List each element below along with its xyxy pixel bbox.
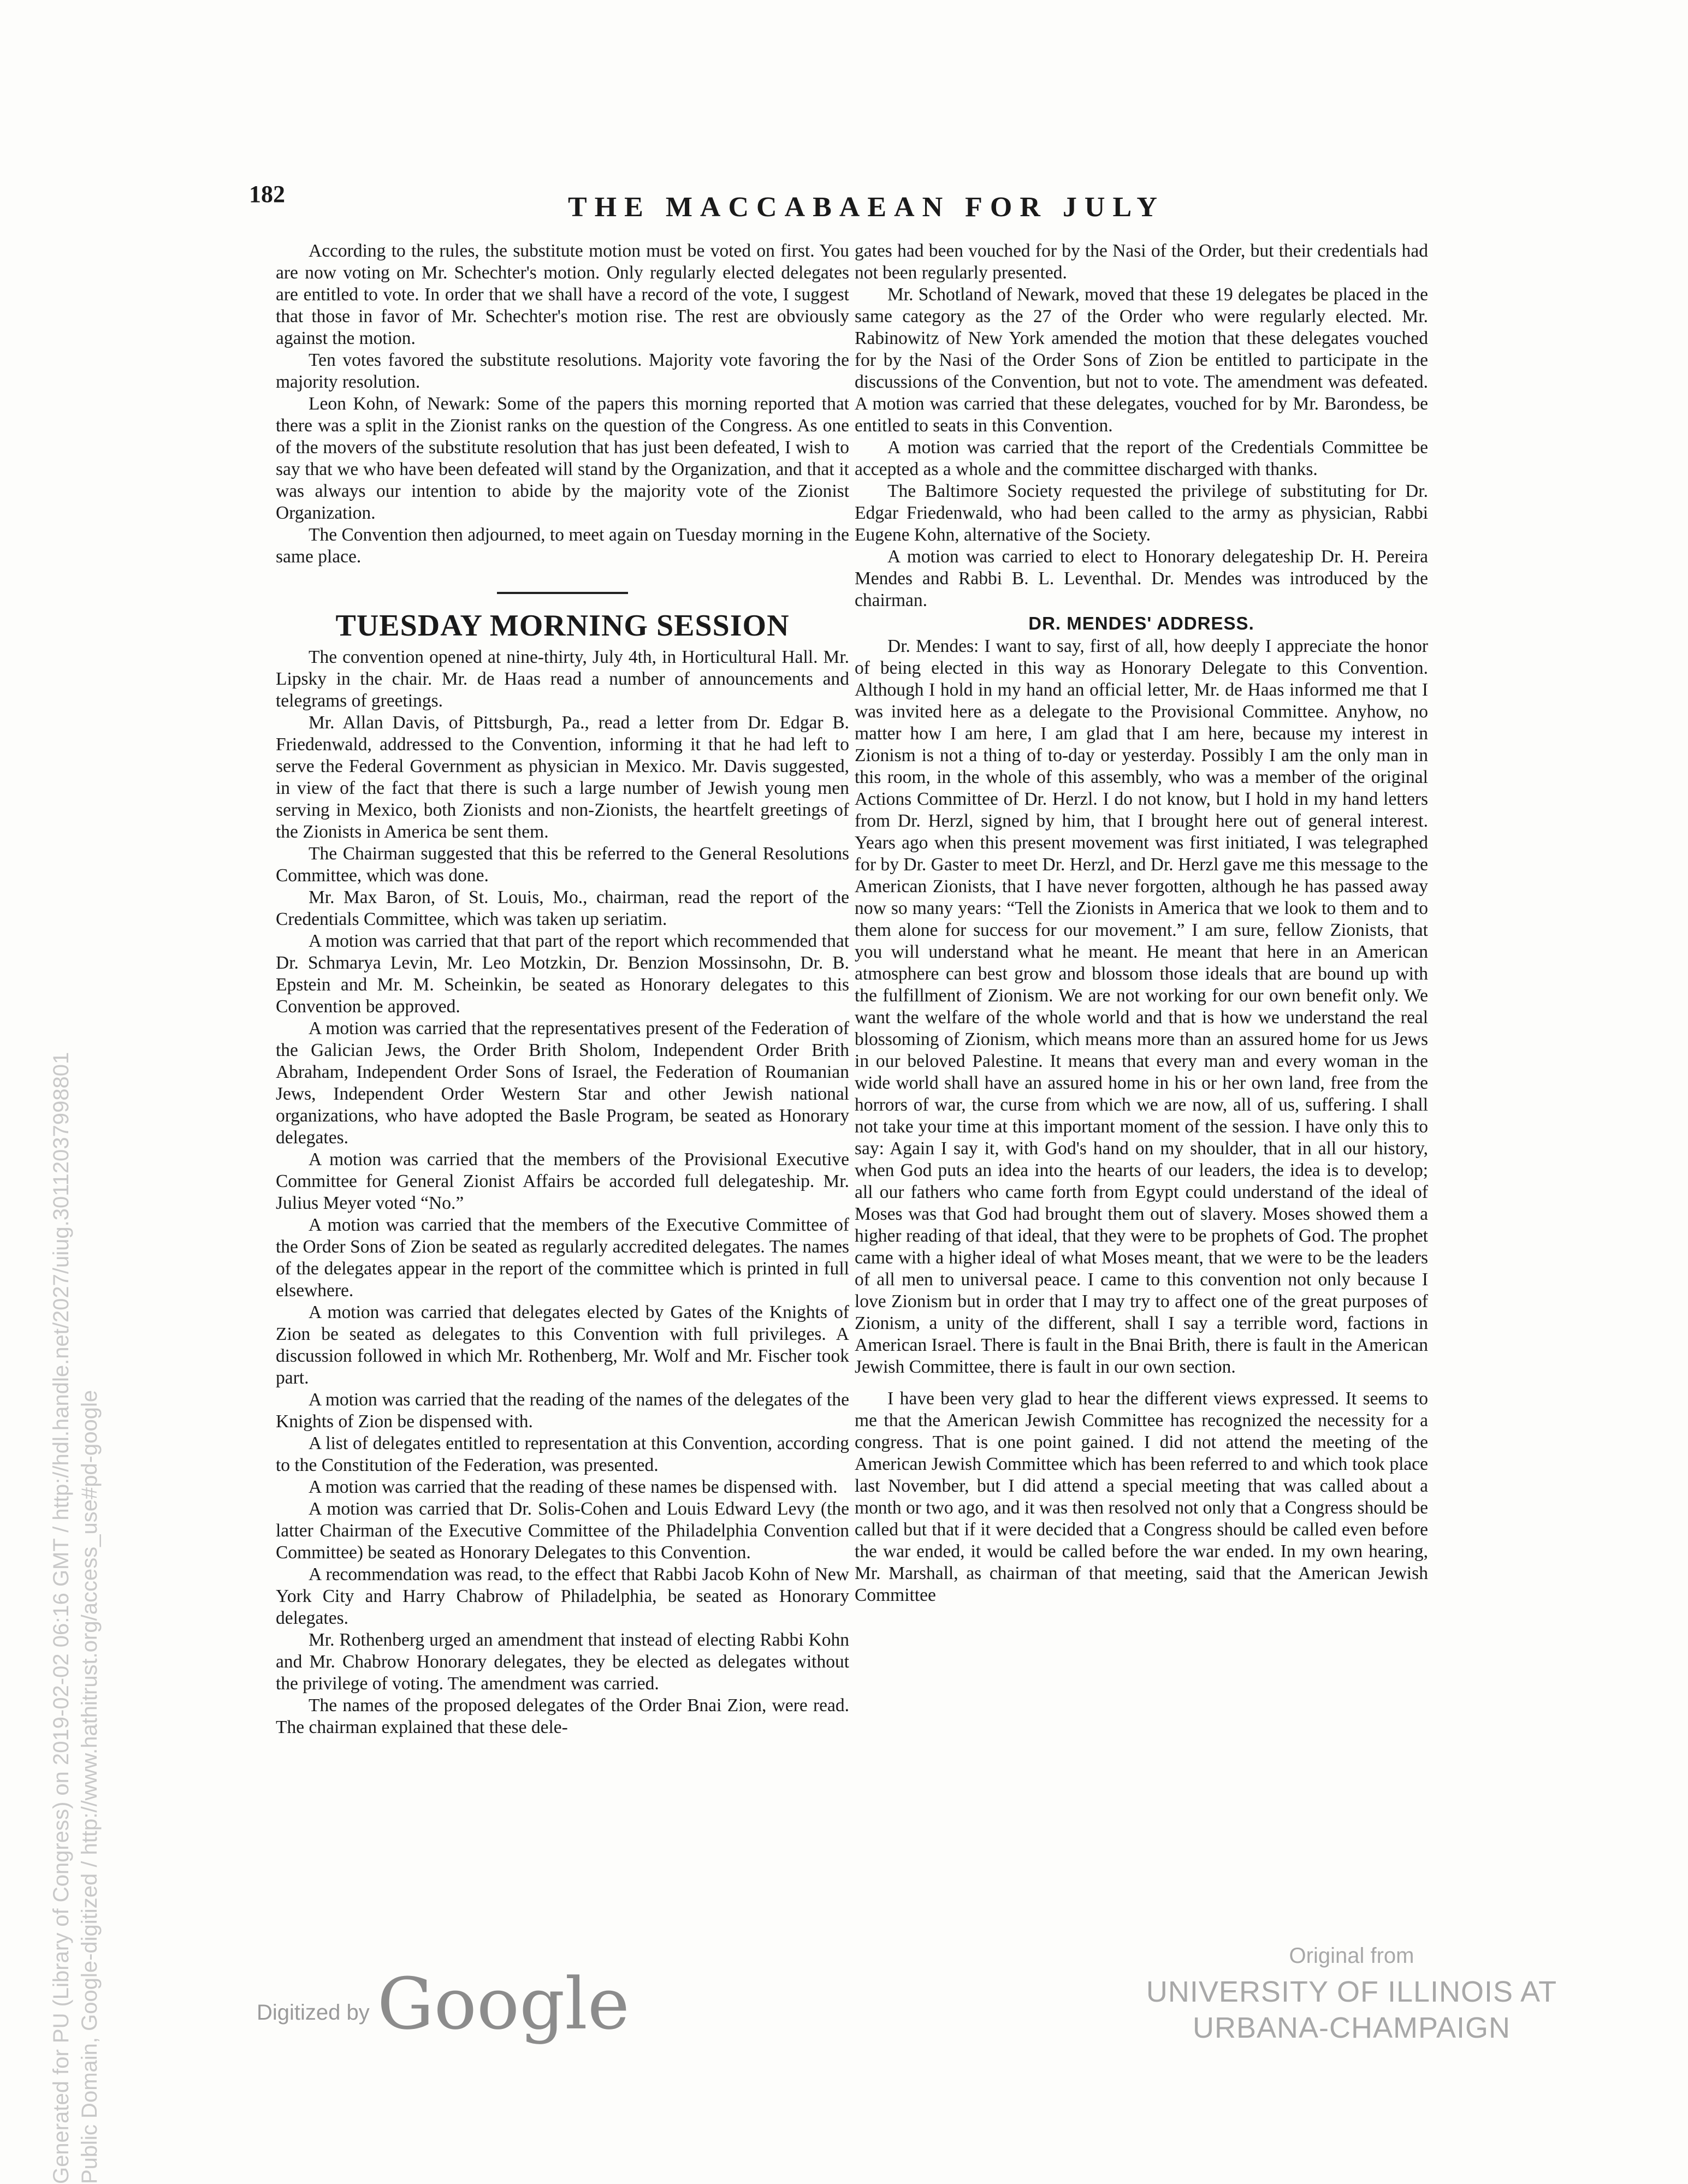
paragraph: A motion was carried that the report of the Credentials Committee be accepted as a whole and the committee discharged with thanks.	[855, 437, 1428, 479]
paragraph: gates had been vouched for by the Nasi of the Order, but their credentials had not been regularly presented.	[855, 241, 1428, 283]
paragraph: A motion was carried to elect to Honorary delegateship Dr. H. Pereira Mendes and Rabbi B. L. Leventhal. Dr. Mendes was introduced by the chairman.	[855, 547, 1428, 610]
original-from	[1065, 1944, 1638, 2046]
paragraph: A motion was carried that the reading of these names be dispensed with.	[309, 1477, 838, 1497]
google-logo: Google	[377, 1962, 630, 2045]
paragraph: A list of delegates entitled to representation at this Convention, according to the Constitution of the Federation, was presented.	[276, 1433, 849, 1475]
paragraph: The Chairman suggested that this be referred to the General Resolutions Committee, which was done.	[276, 844, 849, 886]
watermark-line: Public Domain, Google-digitized / http://www.hathitrust.org/access_use#pd-google	[78, 1390, 102, 2184]
session-heading: TUESDAY MORNING SESSION	[335, 609, 790, 643]
page-number: 182	[249, 181, 285, 207]
paragraph: Mr. Rothenberg urged an amendment that instead of electing Rabbi Kohn and Mr. Chabrow Honorary delegates, they be elected as delegates without the privilege of voting. The amendment was carried.	[276, 1630, 849, 1694]
paragraph: Mr. Schotland of Newark, moved that these 19 delegates be placed in the same category as the 27 of the Order who were regularly elected. Mr. Rabinowitz of New York amended the motion that these delegates vouched for by the Nasi of the Order Sons of Zion be entitled to participate in the discussions of the Convention, but not to vote. The amendment was defeated. A motion was carried that these delegates, vouched for by Mr. Barondess, be entitled to seats in this Convention.	[855, 284, 1428, 436]
paragraph: A motion was carried that delegates elected by Gates of the Knights of Zion be seated as delegates to this Convention with full privileges. A discussion followed in which Mr. Rothenberg, Mr. Wolf and Mr. Fischer took part.	[276, 1302, 849, 1388]
paragraph: Ten votes favored the substitute resolutions. Majority vote favoring the majority resolution.	[276, 350, 849, 392]
paragraph: A motion was carried that Dr. Solis-Cohen and Louis Edward Levy (the latter Chairman of the Executive Committee of the Philadelphia Convention Committee) be seated as Honorary Delegates to this Convention.	[276, 1499, 849, 1563]
paragraph: A motion was carried that that part of the report which recommended that Dr. Schmarya Levin, Mr. Leo Motzkin, Dr. Benzion Mossinsohn, Dr. B. Epstein and Mr. M. Scheinkin, be seated as Honorary delegates to this Convention be approved.	[276, 931, 849, 1017]
paragraph: A motion was carried that the reading of the names of the delegates of the Knights of Zion be dispensed with.	[276, 1390, 849, 1432]
paragraph: Dr. Mendes: I want to say, first of all, how deeply I appreciate the honor of being elected in this way as Honorary Delegate to this Convention. Although I hold in my hand an official letter, Mr. de Haas informed me that I was invited here as a delegate to the Provisional Committee. Anyhow, no matter how I am here, I am glad that I am here, because my interest in Zionism is not a thing of to-day or yesterday. Possibly I am the only man in this room, in the whole of this assembly, who was a member of the original Actions Committee of Dr. Herzl. I do not know, but I hold in my hand letters from Dr. Herzl, signed by him, that I brought here out of general interest. Years ago when this present movement was first initiated, I was telegraphed for by Dr. Gaster to meet Dr. Herzl, and Dr. Herzl gave me this message to the American Zionists, that I have never forgotten, although he has passed away now so many years: “Tell the Zionists in America that we look to them and to them alone for success for our movement.” I am sure, fellow Zionists, that you will understand what he meant. He meant that here in an American atmosphere can best grow and blossom those ideals that are bound up with the fulfillment of Zionism. We are not working for our own benefit only. We want the welfare of the whole world and that is how we understand the real blossoming of Zionism, which means more than an assured home for us Jews in our beloved Palestine. It means that every man and every woman in the wide world shall have an assured home in his or her own land, free from the horrors of war, the curse from which we are now, all of us, suffering. I shall not take your time at this important moment of the session. I have only this to say: Again I say it, with God's hand on my shoulder, that in all our history, when God puts an idea into the hearts of our leaders, the idea is to develop; all our fathers who came forth from Egypt could understand of the ideal of Moses was that God had brought them out of slavery. Moses showed them a higher reading of that ideal, that they were to be prophets of God. The prophet came with a higher ideal of what Moses meant, that we were to be the leaders of all men to universal peace. I came to this convention not only because I love Zionism but in order that I may try to affect one of the great purposes of Zionism, a unity of the different, shall I say a terrible word, factions in American Israel. There is fault in the Bnai Brith, there is fault in the American Jewish Committee, there is fault in our own section.	[855, 636, 1428, 1377]
paragraph: Mr. Allan Davis, of Pittsburgh, Pa., read a letter from Dr. Edgar B. Friedenwald, addressed to the Convention, informing it that he had left to serve the Federal Government as physician in Mexico. Mr. Davis suggested, in view of the fact that there is such a large number of Jewish young men serving in Mexico, both Zionists and non-Zionists, the heartfelt greetings of the Zionists in America be sent them.	[276, 713, 849, 842]
address-heading: DR. MENDES' ADDRESS.	[1028, 613, 1254, 633]
paragraph: Leon Kohn, of Newark: Some of the papers this morning reported that there was a split in the Zionist ranks on the question of the Congress. As one of the movers of the substitute resolution that has just been defeated, I wish to say that we who have been defeated will stand by the Organization, and that it was always our intention to abide by the majority vote of the Zionist Organization.	[276, 394, 849, 523]
paragraph: The convention opened at nine-thirty, July 4th, in Horticultural Hall. Mr. Lipsky in the chair. Mr. de Haas read a number of announcements and telegrams of greetings.	[276, 647, 849, 711]
paragraph: According to the rules, the substitute motion must be voted on first. You are now voting on Mr. Schechter's motion. Only regularly elected delegates are entitled to vote. In order that we shall have a record of the vote, I suggest that those in favor of Mr. Schechter's motion rise. The rest are obviously against the motion.	[276, 241, 849, 348]
paragraph: A motion was carried that the members of the Executive Committee of the Order Sons of Zion be seated as regularly accredited delegates. The names of the delegates appear in the report of the committee which is printed in full elsewhere.	[276, 1215, 849, 1301]
institution-line: UNIVERSITY OF ILLINOIS AT	[1146, 1975, 1557, 2008]
paragraph: A motion was carried that the representatives present of the Federation of the Galician Jews, the Order Brith Sholom, Independent Order Brith Abraham, Independent Order Sons of Israel, the Federation of Roumanian Jews, Independent Order Western Star and other Jewish national organizations, who have adopted the Basle Program, be seated as Honorary delegates.	[276, 1018, 849, 1148]
paragraph: Mr. Max Baron, of St. Louis, Mo., chairman, read the report of the Credentials Committee, which was taken up seriatim.	[276, 887, 849, 929]
digitized-label: Digitized by	[257, 2001, 370, 2025]
paragraph: I have been very glad to hear the different views expressed. It seems to me that the American Jewish Committee has recognized the necessity for a congress. That is one point gained. I did not attend the meeting of the American Jewish Committee which has been referred to and which took place last November, but I did attend a special meeting that was called about a month or two ago, and it was then resolved not only that a Congress should be called but that if it were decided that a Congress should be called even before the war ended, it would be called before the war ended. In my own hearing, Mr. Marshall, as chairman of that meeting, said that the American Jewish Committee	[855, 1388, 1428, 1605]
digitized-by-google	[257, 1962, 630, 2045]
original-from-label: Original from	[1289, 1944, 1414, 1968]
paragraph: A motion was carried that the members of the Provisional Executive Committee for General Zionist Affairs be accorded full delegateship. Mr. Julius Meyer voted “No.”	[276, 1149, 849, 1213]
hathitrust-watermark	[47, 1052, 104, 2184]
paragraph: The names of the proposed delegates of the Order Bnai Zion, were read. The chairman explained that these dele-	[276, 1695, 849, 1737]
paragraph: The Convention then adjourned, to meet again on Tuesday morning in the same place.	[276, 525, 849, 567]
section-divider	[497, 592, 628, 594]
watermark-line: Generated for PU (Library of Congress) on 2019-02-02 06:16 GMT / http://hdl.handle.net/2027/uiug.30112037998801	[49, 1052, 73, 2184]
running-head: THE MACCABAEAN FOR JULY	[568, 192, 1165, 223]
paragraph: A recommendation was read, to the effect that Rabbi Jacob Kohn of New York City and Harry Chabrow of Philadelphia, be seated as Honorary delegates.	[276, 1564, 849, 1628]
right-column	[855, 240, 1428, 1966]
institution-line: URBANA-CHAMPAIGN	[1192, 2011, 1511, 2044]
paragraph: The Baltimore Society requested the privilege of substituting for Dr. Edgar Friedenwald, who had been called to the army as physician, Rabbi Eugene Kohn, alternative of the Society.	[855, 481, 1428, 545]
left-column	[276, 240, 849, 1966]
